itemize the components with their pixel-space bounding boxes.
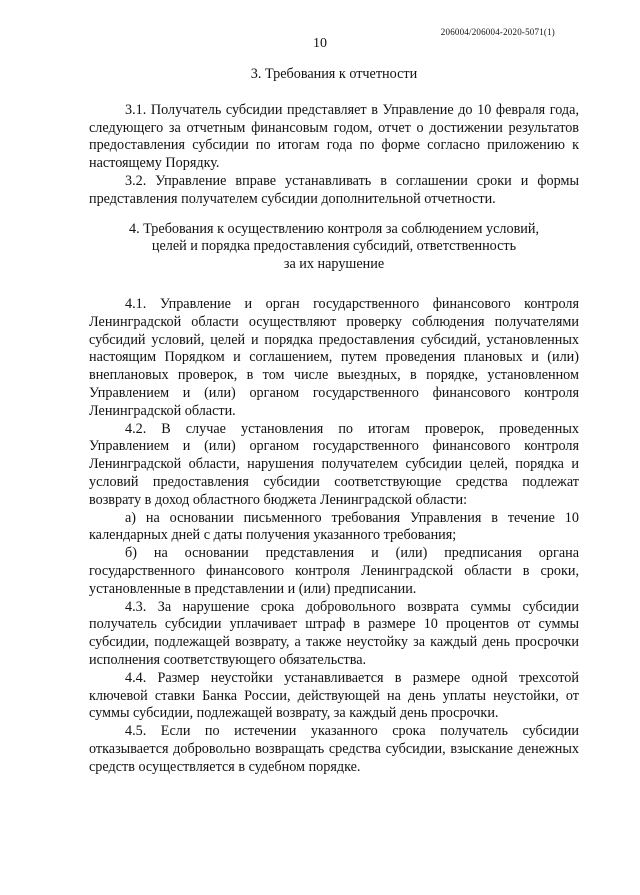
paragraph-4-2-a: а) на основании письменного требования Управления в течение 10 календарных дней с даты получения указанного требования; xyxy=(89,509,579,544)
paragraph-4-5: 4.5. Если по истечении указанного срока получатель субсидии отказывается добровольно возвращать средства субсидии, взыскание денежных средств осуществляется в судебном порядке. xyxy=(89,723,579,775)
paragraph-3-2: 3.2. Управление вправе устанавливать в соглашении сроки и формы представления получателем субсидии дополнительной отчетности. xyxy=(89,172,579,207)
section-4-title-line-1: 4. Требования к осуществлению контроля за соблюдением условий, xyxy=(128,220,540,237)
paragraph-3-1: 3.1. Получатель субсидии представляет в Управление до 10 февраля года, следующего за отчетным финансовым годом, отчет о достижении результатов предоставления субсидии по итогам года по форме согласно приложению к настоящему Порядку. xyxy=(89,101,579,172)
paragraph-4-2-b: б) на основании представления и (или) предписания органа государственного финансового контроля Ленинградской области в сроки, установленные в представлении и (или) предписании. xyxy=(89,545,579,597)
paragraph-4-3: 4.3. За нарушение срока добровольного возврата суммы субсидии получатель субсидии уплачивает штраф в размере 10 процентов от суммы субсидии, подлежащей возврату, а также неустойку за каждый день просрочки исполнения соответствующего обязательства. xyxy=(89,598,579,668)
section-4-title xyxy=(89,221,579,274)
section-4-title-line-3: за их нарушение xyxy=(283,256,385,273)
section-4-title-line-2: целей и порядка предоставления субсидий, ответственность xyxy=(151,238,517,255)
page-number: 10 xyxy=(313,36,327,51)
page-content xyxy=(89,66,579,776)
section-3-title: 3. Требования к отчетности xyxy=(250,66,418,82)
paragraph-4-4: 4.4. Размер неустойки устанавливается в размере одной трехсотой ключевой ставки Банка России, действующей на день уплаты неустойки, от суммы субсидии, подлежащей возврату, за каждый день просрочки. xyxy=(89,669,579,722)
paragraph-4-2: 4.2. В случае установления по итогам проверок, проведенных Управлением и (или) органом государственного финансового контроля Ленинградской области, нарушения получателем субсидии целей, порядка и условий предоставления субсидии соответствующие средства подлежат возврату в доход областного бюджета Ленинградской области: xyxy=(89,420,579,508)
document-id: 206004/206004-2020-5071(1) xyxy=(440,27,555,37)
paragraph-4-1: 4.1. Управление и орган государственного финансового контроля Ленинградской области осуществляют проверку соблюдения получателями субсидий условий, целей и порядка предоставления субсидий, установленных настоящим Порядком и соглашением, путем проведения плановых и (или) внеплановых проверок, в том числе выездных, в порядке, установленном Управлением и (или) органом государственного финансового контроля Ленинградской области. xyxy=(89,295,579,419)
